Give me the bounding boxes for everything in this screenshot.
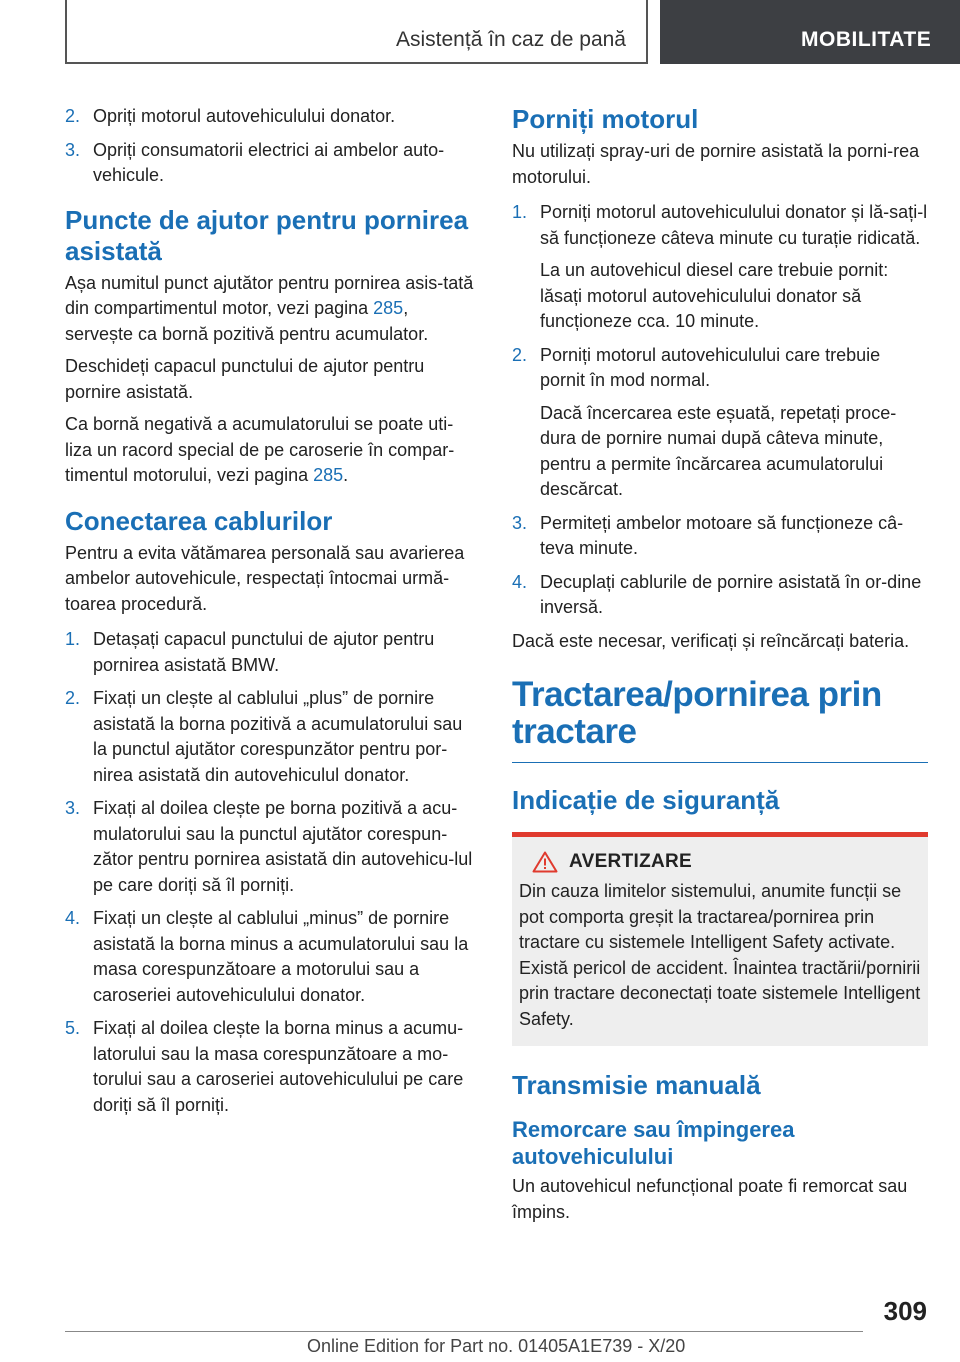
chapter-divider xyxy=(512,762,928,763)
list-text: Opriți motorul autovehiculului donator. xyxy=(93,106,396,126)
list-text: Fixați un clește al cablului „minus” de pornire asistată la borna minus a acumulatorului sau la masa corespunzătoare a motorului sau a caroseriei autovehiculului donator. xyxy=(93,908,469,1005)
header-section-box xyxy=(65,0,648,64)
list-text: Fixați al doilea clește pe borna pozitivă a acu-mulatorului sau la punctul ajutător corespun-zător pentru pornirea asistată din autovehicu-lul pe care doriți să îl porniți. xyxy=(93,798,473,895)
paragraph-text: , servește ca bornă pozitivă pentru acumulator. xyxy=(65,298,429,344)
list-number: 3. xyxy=(512,512,528,533)
section-heading-safety: Indicație de siguranță xyxy=(512,785,780,815)
list-number: 1. xyxy=(512,202,528,222)
paragraph: Un autovehicul nefuncțional poate fi remorcat sau împins. xyxy=(512,1176,908,1222)
list-number: 4. xyxy=(512,571,528,592)
warning-header xyxy=(532,851,921,873)
paragraph: Dacă este necesar, verificați și reîncărcați bateria. xyxy=(512,630,910,651)
list-text: Opriți consumatorii electrici ai ambelor auto-vehicule. xyxy=(93,139,445,185)
list-text: Porniți motorul autovehiculului care trebuie pornit în mod normal. xyxy=(540,344,881,390)
list-text: Porniți motorul autovehiculului donator și lă-sați-l să funcționeze câteva minute cu turație ridicată. xyxy=(540,202,928,248)
list-number: 1. xyxy=(65,629,81,649)
list-text: Fixați un clește al cablului „plus” de pornire asistată la borna pozitivă a acumulatorului sau la punctul ajutător corespunzător pentru por-nirea asistată din autovehiculul donator. xyxy=(93,688,463,785)
list-number: 4. xyxy=(65,908,81,928)
list-text: Permiteți ambelor motoare să funcționeze câ-teva minute. xyxy=(540,512,904,558)
page-link[interactable]: 285 xyxy=(313,465,344,485)
warning-title: AVERTIZARE xyxy=(569,851,692,872)
section-heading-start-engine: Porniți motorul xyxy=(512,104,699,134)
list-note: La un autovehicul diesel care trebuie pornit: lăsați motorul autovehiculului donator să funcționeze cca. 10 minute. xyxy=(540,260,889,331)
left-column xyxy=(65,104,477,1118)
list-number: 3. xyxy=(65,139,81,160)
paragraph-text: . xyxy=(343,465,349,485)
paragraph: Deschideți capacul punctului de ajutor pentru pornire asistată. xyxy=(65,356,425,402)
footer-divider xyxy=(65,1331,863,1332)
subsection-heading-tow-push: Remorcare sau împingerea autovehiculului xyxy=(512,1117,795,1169)
header-chapter-title: MOBILITATE xyxy=(801,28,932,51)
paragraph-text: Așa numitul punct ajutător pentru pornirea asis-tată din compartimentul motor, vezi pagina xyxy=(65,272,474,318)
list-item xyxy=(65,796,477,898)
list-item xyxy=(512,343,928,503)
page-number: 309 xyxy=(883,1296,927,1326)
list-number: 3. xyxy=(65,798,81,818)
header-chapter-box xyxy=(660,0,960,64)
page-link[interactable]: 285 xyxy=(373,298,404,318)
list-item xyxy=(512,200,928,335)
chapter-title-towing: Tractarea/pornirea prin tractare xyxy=(512,675,882,751)
warning-text: Din cauza limitelor sistemului, anumite funcții se pot comporta greșit la tractarea/pornirea prin tractare cu sistemele Intelligent Safety activate. Există pericol de accident. Înaintea tractării/pornirii prin tractare deconectați toate sistemele Intelligent Safety. xyxy=(519,881,921,1029)
section-heading-manual-transmission: Transmisie manuală xyxy=(512,1070,761,1100)
paragraph xyxy=(65,412,477,489)
section-heading-jump-points: Puncte de ajutor pentru pornirea asistată xyxy=(65,204,469,266)
list-item xyxy=(65,138,477,189)
list-number: 5. xyxy=(65,1018,81,1038)
list-item xyxy=(65,906,477,1008)
list-item xyxy=(65,627,477,678)
right-column xyxy=(512,104,928,1225)
list-text: Detașați capacul punctului de ajutor pentru pornirea asistată BMW. xyxy=(93,629,435,675)
warning-box xyxy=(512,832,928,1046)
list-item xyxy=(512,570,928,621)
list-text: Fixați al doilea clește la borna minus a acumu-latorului sau la masa corespunzătoare a mo-torului sau a caroseriei autovehiculului pe care doriți să îl porniți. xyxy=(93,1018,464,1115)
list-item xyxy=(65,1016,477,1118)
list-item xyxy=(65,104,477,130)
paragraph-text: Ca bornă negativă a acumulatorului se poate uti-liza un racord special de pe caroserie în compar-timentul motorului, vezi pagina xyxy=(65,414,455,485)
list-item xyxy=(512,511,928,562)
header-section-title: Asistență în caz de pană xyxy=(396,28,626,51)
paragraph: Nu utilizați spray-uri de pornire asistată la porni-rea motorului. xyxy=(512,141,920,187)
section-heading-connect-cables: Conectarea cablurilor xyxy=(65,505,333,536)
paragraph xyxy=(65,271,477,348)
list-number: 2. xyxy=(512,344,528,365)
warning-triangle-icon xyxy=(532,851,558,873)
list-number: 2. xyxy=(65,106,81,126)
footer-edition-text: Online Edition for Part no. 01405A1E739 - X/20 xyxy=(307,1336,686,1356)
paragraph: Pentru a evita vătămarea personală sau avarierea ambelor autovehicule, respectați întocmai urmă-toarea procedură. xyxy=(65,542,465,614)
list-item xyxy=(65,686,477,788)
list-note: Dacă încercarea este eșuată, repetați proce-dura de pornire numai după câteva minute, pentru a permite încărcarea acumulatorului descărcat. xyxy=(540,402,897,499)
list-text: Decuplați cablurile de pornire asistată în or-dine inversă. xyxy=(540,571,922,617)
list-number: 2. xyxy=(65,688,81,708)
